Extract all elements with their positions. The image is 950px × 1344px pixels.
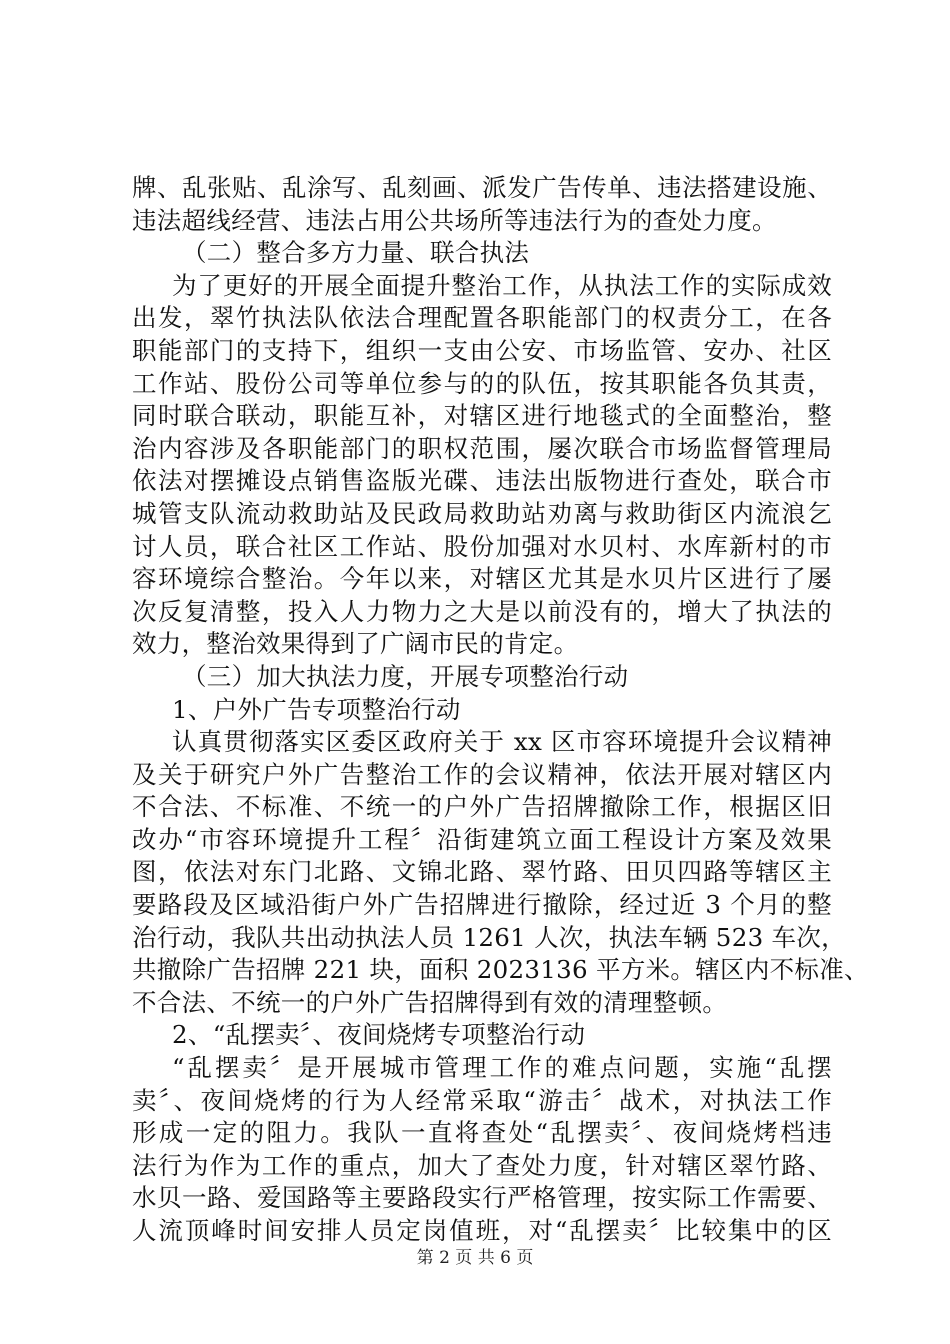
text-line: 形成一定的阻力。我队一直将查处“乱摆卖〞、夜间烧烤档违 (132, 1118, 832, 1148)
text-line: 同时联合联动，职能互补，对辖区进行地毯式的全面整治，整 (132, 401, 832, 431)
text-line: 人流顶峰时间安排人员定岗值班，对“乱摆卖〞比较集中的区 (132, 1216, 832, 1245)
section-heading: （二）整合多方力量、联合执法 (182, 238, 530, 268)
text-line: 图，依法对东门北路、文锦北路、翠竹路、田贝四路等辖区主 (132, 857, 832, 887)
text-line: 次反复清整，投入人力物力之大是以前没有的，增大了执法的 (132, 596, 832, 626)
text-line: 治内容涉及各职能部门的职权范围，屡次联合市场监督管理局 (132, 433, 832, 463)
text-line: 讨人员，联合社区工作站、股份加强对水贝村、水库新村的市 (132, 531, 832, 561)
text-line: 认真贯彻落实区委区政府关于 xx 区市容环境提升会议精神 (172, 727, 832, 757)
text-line: 不合法、不统一的户外广告招牌得到有效的清理整顿。 (132, 987, 728, 1017)
text-line: 不合法、不标准、不统一的户外广告招牌撤除工作，根据区旧 (132, 792, 832, 822)
text-line: 违法超线经营、违法占用公共场所等违法行为的查处力度。 (132, 205, 777, 235)
text-line: 卖〞、夜间烧烤的行为人经常采取“游击〞战术，对执法工作 (132, 1085, 832, 1115)
text-line: 工作站、股份公司等单位参与的的队伍，按其职能各负其责， (132, 368, 832, 398)
text-line: 治行动，我队共出动执法人员 1261 人次，执法车辆 523 车次， (132, 922, 846, 952)
text-line: 法行为作为工作的重点，加大了查处力度，针对辖区翠竹路、 (132, 1150, 832, 1180)
text-line: 为了更好的开展全面提升整治工作，从执法工作的实际成效 (172, 270, 832, 300)
text-line: 容环境综合整治。今年以来，对辖区尤其是水贝片区进行了屡 (132, 564, 832, 594)
text-line: 职能部门的支持下，组织一支由公安、市场监管、安办、社区 (132, 335, 832, 365)
text-line: 依法对摆摊设点销售盗版光碟、违法出版物进行查处，联合市 (132, 466, 832, 496)
subsection-heading: 2、“乱摆卖〞、夜间烧烤专项整治行动 (172, 1020, 586, 1050)
text-line: 效力，整治效果得到了广阔市民的肯定。 (132, 629, 579, 659)
text-line: 出发，翠竹执法队依法合理配置各职能部门的权责分工，在各 (132, 303, 832, 333)
section-heading: （三）加大执法力度，开展专项整治行动 (182, 661, 629, 691)
text-line: 要路段及区域沿街户外广告招牌进行撤除，经过近 3 个月的整 (132, 890, 832, 920)
text-line: 共撤除广告招牌 221 块，面积 2023136 平方米。辖区内不标准、 (132, 955, 869, 985)
text-line: 牌、乱张贴、乱涂写、乱刻画、派发广告传单、违法搭建设施、 (132, 173, 832, 202)
text-line: 水贝一路、爱国路等主要路段实行严格管理，按实际工作需要、 (132, 1183, 832, 1213)
subsection-heading: 1、户外广告专项整治行动 (172, 694, 461, 724)
text-line: 改办“市容环境提升工程〞沿街建筑立面工程设计方案及效果 (132, 824, 832, 854)
text-line: 城管支队流动救助站及民政局救助站劝离与救助街区内流浪乞 (132, 498, 832, 528)
text-line: “乱摆卖〞是开展城市管理工作的难点问题，实施“乱摆 (172, 1053, 832, 1083)
document-body (132, 172, 869, 1248)
page-number: 第 2 页 共 6 页 (416, 1248, 534, 1268)
text-line: 及关于研究户外广告整治工作的会议精神，依法开展对辖区内 (132, 759, 832, 789)
